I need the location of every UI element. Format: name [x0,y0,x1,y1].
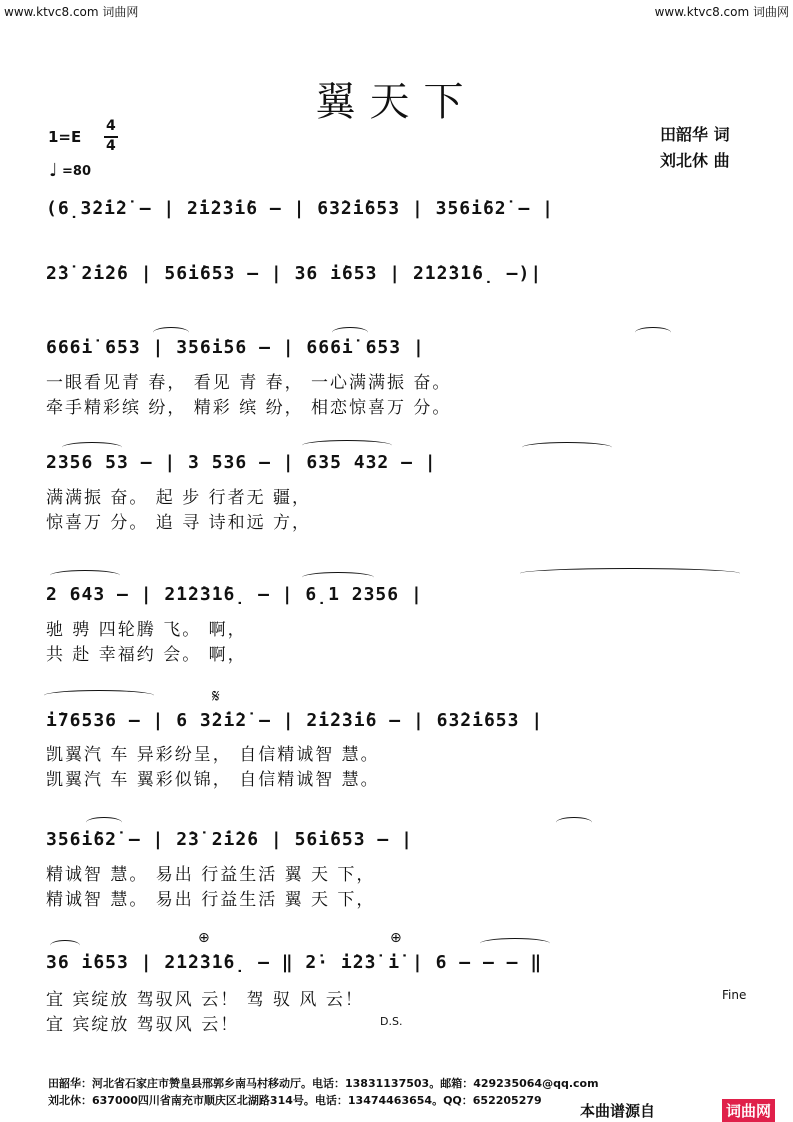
lyrics-verse-2: 共 赴 幸福约 会。 啊， [46,645,247,665]
slur [480,938,550,949]
slur [522,442,612,453]
score-row-8 [40,930,760,1035]
coda-icon: ⊕ [390,930,402,946]
lyricist: 田韶华 词 [660,125,730,144]
tempo: =80 [62,164,91,179]
notation: 666i̇ 653 | 356i̇56 – | 666i̇ 653 | [46,337,425,358]
site-header-left[interactable]: www.ktvc8.com 词曲网 [4,5,139,19]
time-signature-top: 4 [106,118,116,134]
slur [635,327,671,338]
score-row-6 [40,686,760,790]
notation: 2 643 – | 2̇1̇2̇3̇1̇6̣ – | 6̣1 2356 | [46,584,423,605]
notation: 36 i̇653 | 2̇1̇2̇3̇1̇6̣ – ‖ 2̇· i̇2̇3̇ i̇ | 6 – – – ‖ [46,952,543,973]
lyrics-verse-2: 精诚智 慧。 易出 行益生活 翼 天 下， [46,890,376,910]
notation: 2̇3̇ 2̇i̇2̇6 | 56i̇653 – | 36 i̇653 | 2̇1̇2̇3̇1̇6̣ –)| [46,263,543,284]
lyrics-verse-2: 凯翼汽 车 翼彩似锦， 自信精诚智 慧。 [46,770,380,790]
score-row-7 [40,815,760,910]
lyrics-verse-1: 驰 骋 四轮腾 飞。 啊， [46,620,247,640]
source-label: 本曲谱源自 [580,1102,656,1120]
score-row-5 [40,570,760,665]
slur [50,570,120,581]
lyrics-verse-2: 宜 宾绽放 驾驭风 云！ [46,1015,240,1035]
notation: (6̣3̇2̇i̇2̇ – | 2̇i̇2̇3̇i̇6 – | 63̇2̇i̇653 | 356i̇62̇ – | [46,198,554,219]
composer: 刘北休 曲 [660,151,730,170]
lyrics-verse-1: 精诚智 慧。 易出 行益生活 翼 天 下， [46,865,376,885]
lyrics-verse-1: 一眼看见青 春， 看见 青 春， 一心满满振 奋。 [46,373,452,393]
slur [50,940,80,951]
slur [44,690,154,701]
notation: i̇76536 – | 6 3̇2̇i̇2̇ – | 2̇i̇2̇3̇i̇6 – | 63̇2̇i̇653 | [46,710,544,731]
slur [302,572,374,583]
slur [520,568,740,579]
segno-icon: 𝄋 [212,686,220,707]
lyricist-contact: 田韶华：河北省石家庄市赞皇县邢郭乡南马村移动厅。电话：13831137503。邮箱：429235064@qq.com [48,1077,599,1090]
score-row-1 [40,190,760,230]
ds-mark: D.S. [380,1015,403,1028]
quarter-note-icon: ♩ [49,160,58,181]
score-row-2 [40,255,760,295]
composer-contact: 刘北休：637000四川省南充市顺庆区北湖路314号。电话：13474463654。QQ：652205279 [48,1094,542,1107]
slur [556,817,592,828]
site-logo[interactable]: 词曲网 [722,1099,775,1122]
lyrics-verse-2: 牵手精彩缤 纷， 精彩 缤 纷， 相恋惊喜万 分。 [46,398,452,418]
lyrics-verse-1: 满满振 奋。 起 步 行者无 疆， [46,488,312,508]
notation: 2356 53 – | 3 536 – | 635 432 – | [46,452,437,473]
score-row-3 [40,325,760,418]
notation: 356i̇62̇ – | 2̇3̇ 2̇i̇2̇6 | 56i̇653 – | [46,829,413,850]
time-signature-bottom: 4 [106,138,116,154]
coda-icon: ⊕ [198,930,210,946]
score-row-4 [40,440,760,533]
song-title: 翼天下 [315,79,478,125]
slur [86,817,122,828]
key-signature: 1=E [48,128,82,146]
fine-mark: Fine [722,988,747,1002]
slur [302,440,392,451]
lyrics-verse-1: 凯翼汽 车 异彩纷呈， 自信精诚智 慧。 [46,745,380,765]
lyrics-verse-1: 宜 宾绽放 驾驭风 云！ 驾 驭 风 云！ [46,990,364,1010]
lyrics-verse-2: 惊喜万 分。 追 寻 诗和远 方， [46,513,312,533]
site-header-right[interactable]: www.ktvc8.com 词曲网 [654,5,789,19]
